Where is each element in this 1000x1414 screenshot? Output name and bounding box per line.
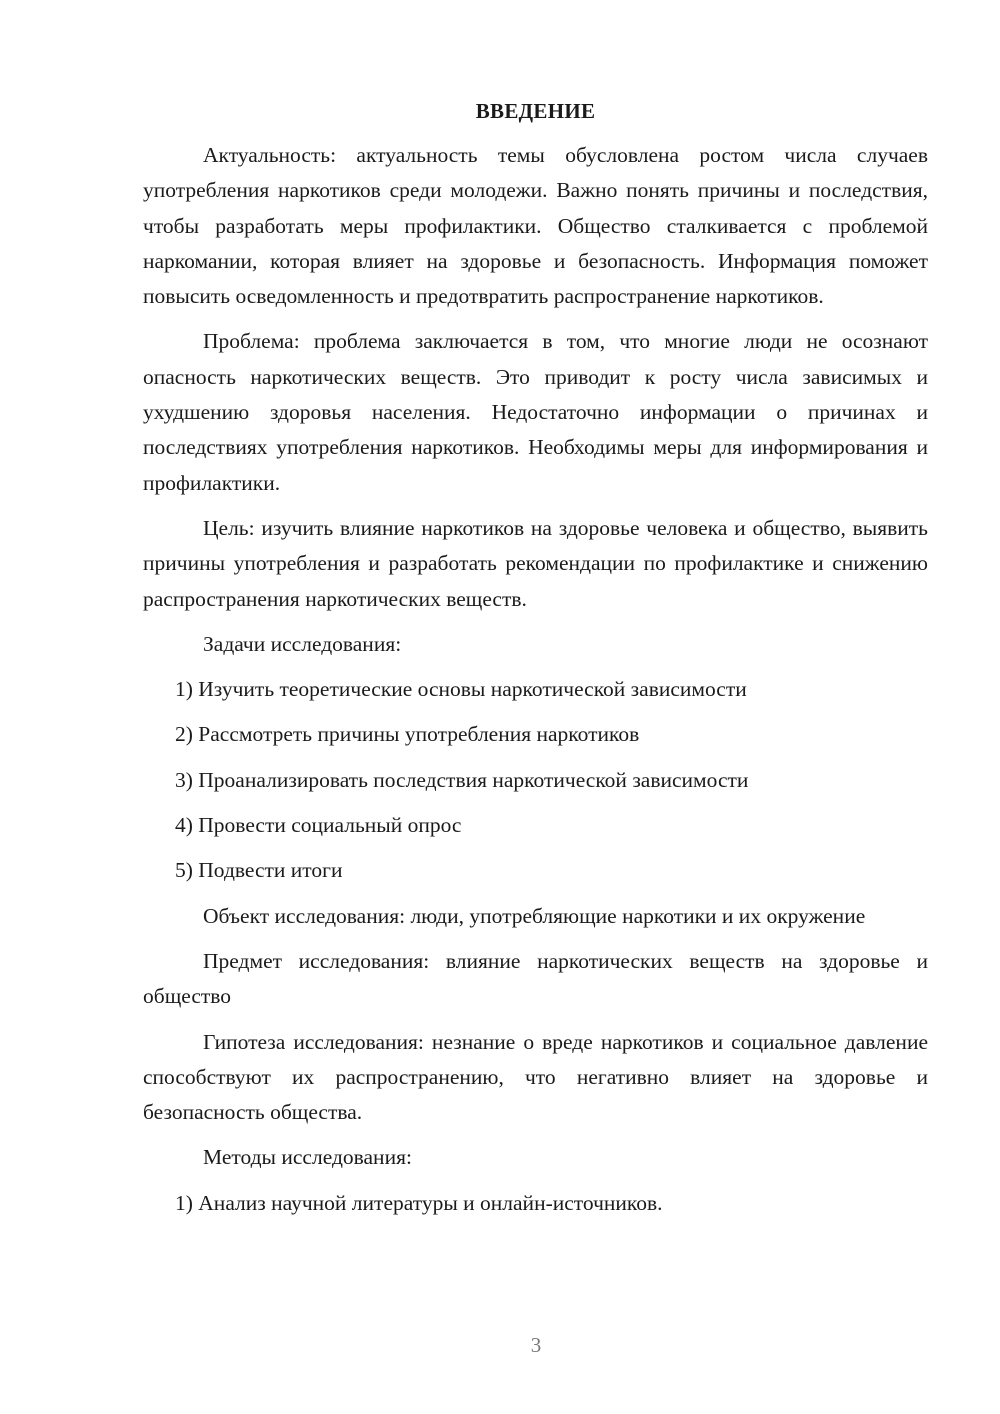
list-item: 4) Провести социальный опрос <box>175 813 462 838</box>
tasks-list <box>143 672 928 888</box>
problem-paragraph: Проблема: проблема заключается в том, что многие люди не осознают опасность наркотических веществ. Это приводит к росту числа зависимых и ухудшению здоровья населения. Недостаточно информации о причинах и последствиях употребления наркотиков. Необходимы меры для информирования и профилактики. <box>143 329 928 495</box>
object-paragraph: Объект исследования: люди, употребляющие наркотики и их окружение <box>203 903 866 928</box>
page-number: 3 <box>530 1333 542 1357</box>
relevance-paragraph: Актуальность: актуальность темы обусловлена ростом числа случаев употребления наркотиков среди молодежи. Важно понять причины и последствия, чтобы разработать меры профилактики. Общество сталкивается с проблемой наркомании, которая влияет на здоровье и безопасность. Информация поможет повысить осведомленность и предотвратить распространение наркотиков. <box>143 143 928 309</box>
subject-paragraph: Предмет исследования: влияние наркотических веществ на здоровье и общество <box>143 948 928 1009</box>
hypothesis-paragraph: Гипотеза исследования: незнание о вреде наркотиков и социальное давление способствуют их распространению, что негативно влияет на здоровье и безопасность общества. <box>143 1029 928 1125</box>
tasks-heading: Задачи исследования: <box>203 631 402 656</box>
list-item: 3) Проанализировать последствия наркотической зависимости <box>175 767 749 792</box>
list-item: 2) Рассмотреть причины употребления наркотиков <box>175 722 640 747</box>
goal-paragraph: Цель: изучить влияние наркотиков на здоровье человека и общество, выявить причины употребления и разработать рекомендации по профилактике и снижению распространения наркотических веществ. <box>143 515 928 611</box>
list-item: 1) Изучить теоретические основы наркотической зависимости <box>175 677 747 702</box>
list-item: 1) Анализ научной литературы и онлайн-источников. <box>175 1190 663 1215</box>
list-item: 5) Подвести итоги <box>175 858 343 883</box>
methods-list <box>143 1186 928 1221</box>
page-body <box>143 94 928 1231</box>
page-title: ВВЕДЕНИЕ <box>475 99 596 123</box>
methods-heading: Методы исследования: <box>203 1145 412 1170</box>
